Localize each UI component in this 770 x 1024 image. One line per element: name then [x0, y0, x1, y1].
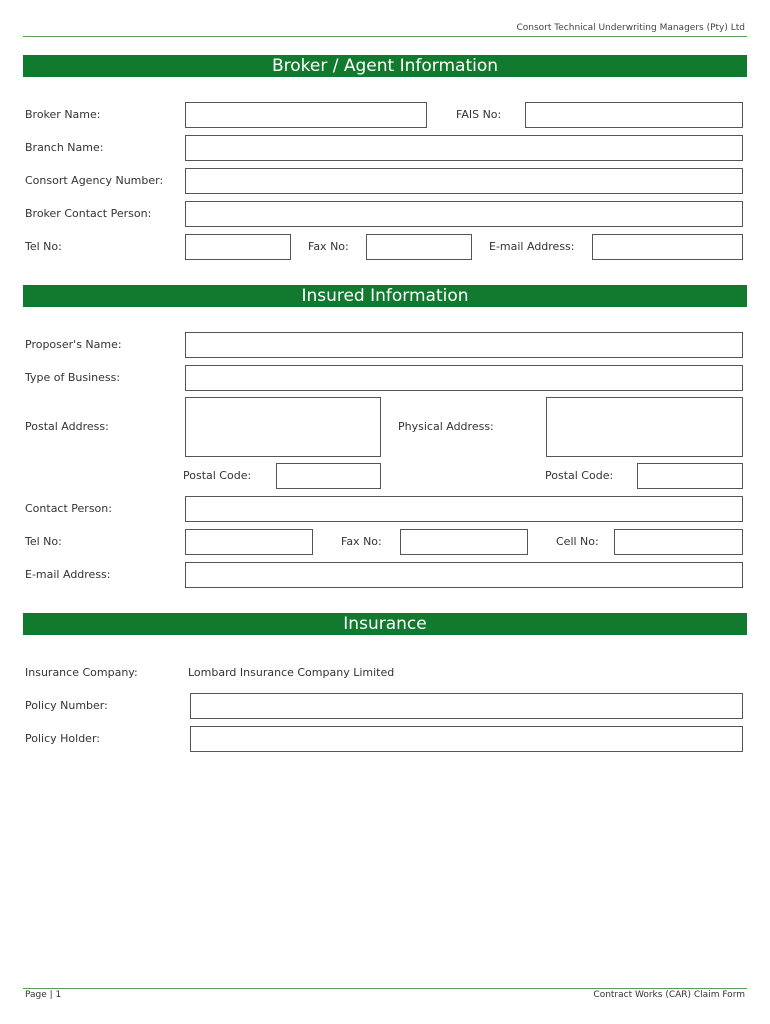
postal-code-field[interactable]	[276, 463, 381, 489]
insured-fax-label: Fax No:	[341, 535, 382, 548]
section-insurance-title: Insurance	[23, 613, 747, 635]
agency-number-label: Consort Agency Number:	[25, 174, 164, 187]
proposer-name-field[interactable]	[185, 332, 743, 358]
postal-address-field[interactable]	[185, 397, 381, 457]
policy-holder-label: Policy Holder:	[25, 732, 100, 745]
broker-name-field[interactable]	[185, 102, 427, 128]
physical-postal-code-field[interactable]	[637, 463, 743, 489]
insurance-company-label: Insurance Company:	[25, 666, 138, 679]
page-number: Page | 1	[25, 990, 62, 1000]
policy-number-label: Policy Number:	[25, 699, 108, 712]
footer-rule	[23, 988, 747, 989]
physical-address-label: Physical Address:	[398, 420, 494, 433]
insured-tel-field[interactable]	[185, 529, 313, 555]
insured-cell-label: Cell No:	[556, 535, 599, 548]
broker-tel-label: Tel No:	[25, 240, 62, 253]
broker-tel-field[interactable]	[185, 234, 291, 260]
insured-contact-label: Contact Person:	[25, 502, 112, 515]
broker-fax-field[interactable]	[366, 234, 472, 260]
physical-address-field[interactable]	[546, 397, 743, 457]
fais-no-field[interactable]	[525, 102, 743, 128]
insured-cell-field[interactable]	[614, 529, 743, 555]
broker-fax-label: Fax No:	[308, 240, 349, 253]
policy-holder-field[interactable]	[190, 726, 743, 752]
broker-email-field[interactable]	[592, 234, 743, 260]
insured-fax-field[interactable]	[400, 529, 528, 555]
branch-name-label: Branch Name:	[25, 141, 104, 154]
fais-no-label: FAIS No:	[456, 108, 502, 121]
broker-contact-label: Broker Contact Person:	[25, 207, 152, 220]
policy-number-field[interactable]	[190, 693, 743, 719]
form-name: Contract Works (CAR) Claim Form	[593, 990, 745, 1000]
insured-tel-label: Tel No:	[25, 535, 62, 548]
type-of-business-label: Type of Business:	[25, 371, 121, 384]
type-of-business-field[interactable]	[185, 365, 743, 391]
proposer-name-label: Proposer's Name:	[25, 338, 122, 351]
section-insured-title: Insured Information	[23, 285, 747, 307]
header-rule	[23, 36, 747, 37]
branch-name-field[interactable]	[185, 135, 743, 161]
insured-email-field[interactable]	[185, 562, 743, 588]
physical-postal-code-label: Postal Code:	[545, 469, 614, 482]
broker-contact-field[interactable]	[185, 201, 743, 227]
section-broker-title: Broker / Agent Information	[23, 55, 747, 77]
broker-name-label: Broker Name:	[25, 108, 101, 121]
company-name: Consort Technical Underwriting Managers (Pty) Ltd	[516, 23, 745, 33]
agency-number-field[interactable]	[185, 168, 743, 194]
insured-email-label: E-mail Address:	[25, 568, 111, 581]
broker-email-label: E-mail Address:	[489, 240, 575, 253]
insured-contact-field[interactable]	[185, 496, 743, 522]
postal-address-label: Postal Address:	[25, 420, 109, 433]
insurance-company-value: Lombard Insurance Company Limited	[188, 666, 395, 679]
postal-code-label: Postal Code:	[183, 469, 252, 482]
